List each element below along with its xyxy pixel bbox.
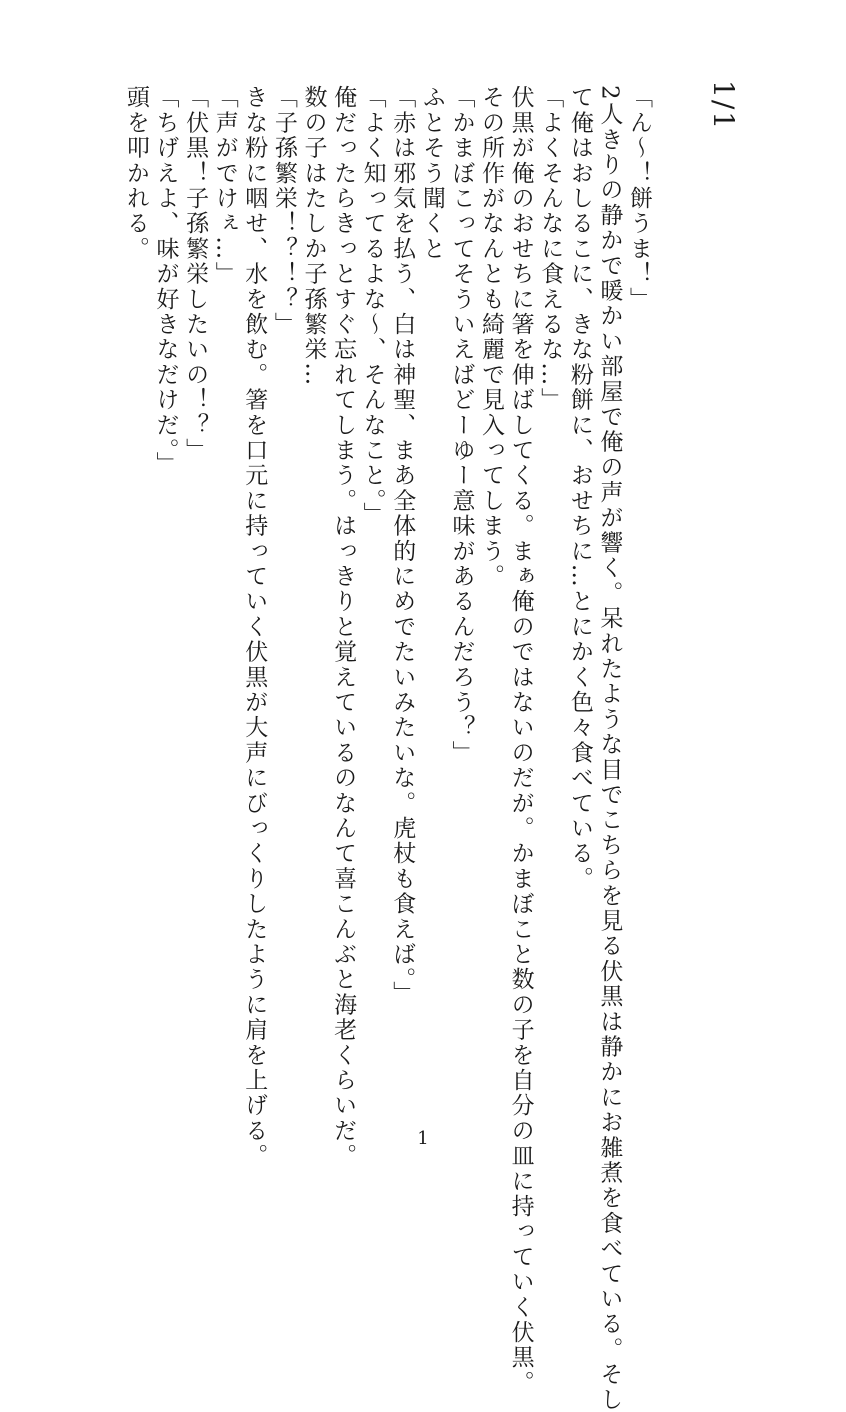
text-line: 「よく知ってるよな〜、そんなこと。」 xyxy=(359,85,386,528)
text-line: 「声がでけぇ…」 xyxy=(211,85,238,287)
text-line: て俺はおしるこに、きな粉餅に、おせちに…とにかく色々食べている。 xyxy=(566,85,593,892)
text-line: 頭を叩かれる。 xyxy=(122,85,149,262)
text-line: 「ちげえよ、味が好きなだけだ。」 xyxy=(152,85,179,477)
text-line: 「伏黒！子孫繁栄したいの！？」 xyxy=(182,85,209,463)
text-line: その所作がなんとも綺麗で見入ってしまう。 xyxy=(478,85,505,589)
text-line: 数の子はたしか子孫繁栄… xyxy=(300,85,327,388)
text-line: ふとそう聞くと xyxy=(418,85,445,262)
text-line: 「かまぼこってそういえばどーゆー意味があるんだろう？」 xyxy=(448,85,475,766)
text-line: 「赤は邪気を払う、白は神聖、まあ全体的にめでたいみたいな。虎杖も食えば。」 xyxy=(389,85,416,1006)
text-line: 「よくそんなに食えるな…」 xyxy=(537,85,564,413)
text-line: 伏黒が俺のおせちに箸を伸ばしてくる。まぁ俺のではないのだが。かまぼこと数の子を自分の皿に持っていく伏黒。 xyxy=(507,85,534,1396)
text-line: 俺だったらきっとすぐ忘れてしまう。はっきりと覚えているのなんて喜こんぶと海老くらいだ。 xyxy=(330,85,357,1169)
vertical-body-text xyxy=(120,85,653,1412)
text-line: 「子孫繁栄！？！？」 xyxy=(270,85,297,337)
text-line: 2人きりの静かで暖かい部屋で俺の声が響く。呆れたような目でこちらを見る伏黒は静かにお雑煮を食べている。そし xyxy=(596,85,623,1412)
page-number: 1 xyxy=(417,1128,429,1149)
text-line: 「ん〜！餅うま！」 xyxy=(626,85,652,312)
text-line: きな粉に咽せ、水を飲む。箸を口元に持っていく伏黒が大声にびっくりしたように肩を上げる。 xyxy=(241,85,268,1169)
page-header-title: 1/1 xyxy=(707,80,740,132)
